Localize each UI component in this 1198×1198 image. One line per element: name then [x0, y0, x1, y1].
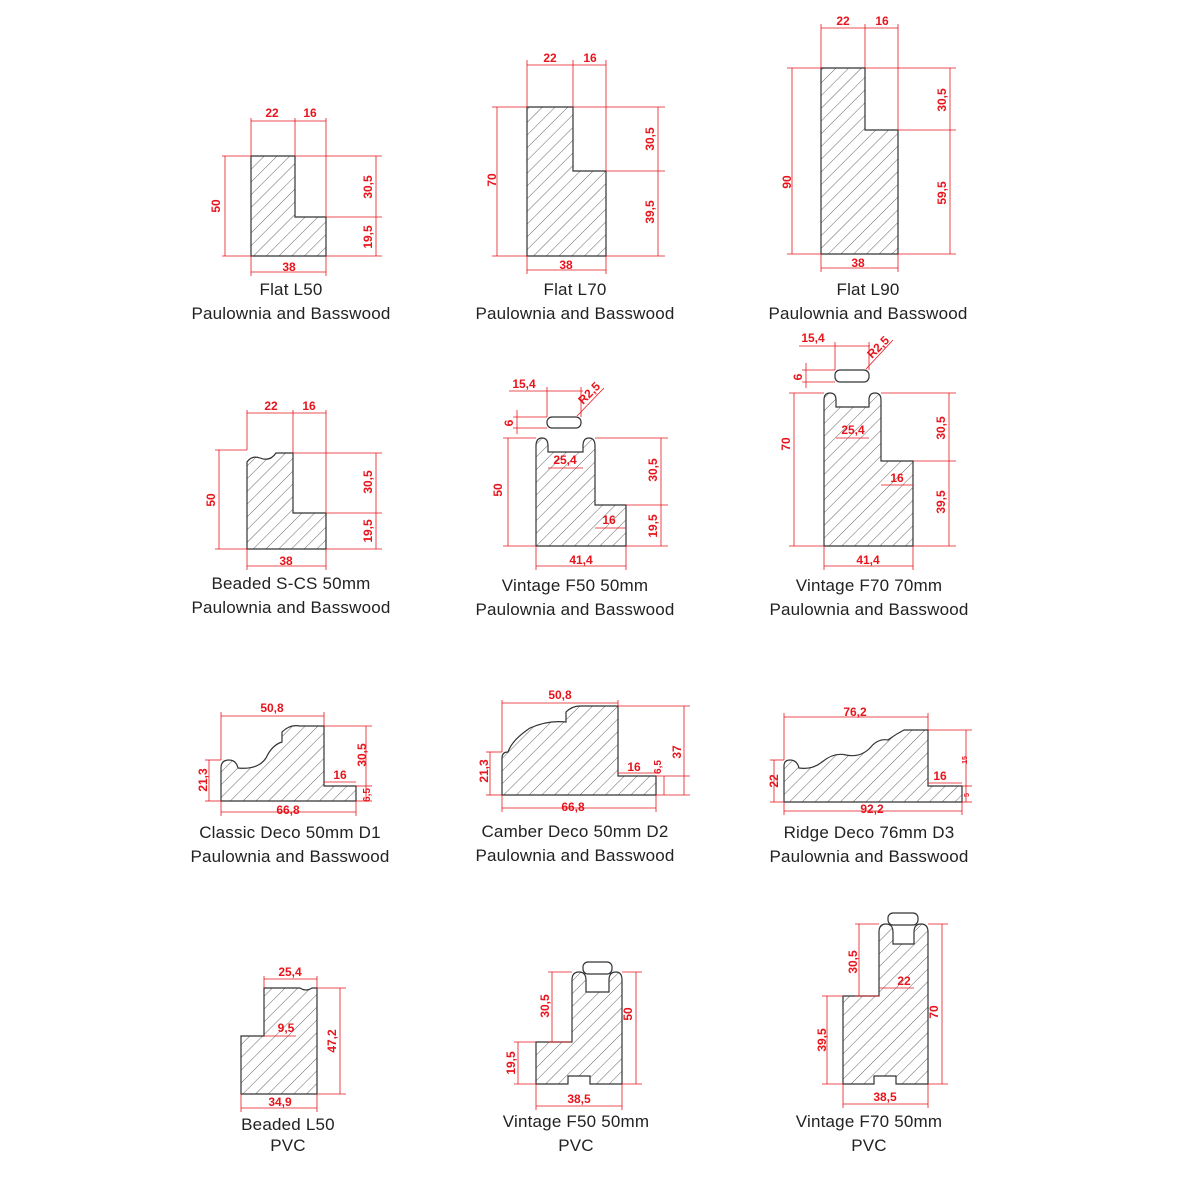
caption-material: Paulownia and Basswood [191, 598, 391, 617]
profile-flat-l70 [485, 51, 665, 274]
caption-ridge-deco-d3 [719, 821, 1019, 869]
profile-flat-l90 [780, 14, 956, 272]
caption-name: Camber Deco 50mm D2 [481, 822, 669, 841]
vintage-f70-wood-dim-bead-h: 6 [791, 373, 805, 381]
vintage-f50-pvc-bead [583, 962, 612, 974]
vintage-f50-wood-dim-inner: 25,4 [553, 453, 577, 467]
caption-beaded-l50-pvc [138, 1114, 438, 1156]
flat-l50-dim-bottom: 38 [282, 260, 296, 274]
vintage-f70-wood-cross-section [824, 393, 913, 546]
caption-name: Vintage F70 70mm [795, 576, 943, 595]
caption-name: Classic Deco 50mm D1 [199, 823, 381, 842]
profile-vintage-f70-wood [779, 331, 956, 570]
ridge-deco-d3-dim-lip: 5 [964, 793, 971, 797]
vintage-f50-wood-dim-bead-w: 15,4 [512, 377, 536, 391]
vintage-f50-pvc-cross-section [536, 972, 622, 1084]
flat-l50-cross-section [251, 156, 326, 256]
caption-material: Paulownia and Basswood [475, 600, 675, 619]
profile-beaded-l50-pvc [241, 965, 346, 1112]
camber-deco-d2-dim-top: 50,8 [548, 688, 572, 702]
caption-name: Flat L50 [259, 280, 323, 299]
caption-name: Flat L90 [836, 280, 900, 299]
classic-deco-d1-dim-lip: 6,5 [362, 788, 373, 802]
flat-l70-dim-top-a: 22 [543, 51, 557, 65]
caption-material: Paulownia and Basswood [769, 847, 969, 866]
flat-l90-dim-top-a: 22 [836, 14, 850, 28]
vintage-f70-wood-dim-radius: R2,5 [864, 333, 893, 362]
vintage-f50-pvc-dim-bottom: 38,5 [567, 1092, 591, 1106]
camber-deco-d2-dim-lip: 6,5 [653, 760, 664, 774]
vintage-f70-pvc-dim-upper: 30,5 [846, 950, 860, 974]
flat-l50-dim-height: 50 [209, 199, 223, 213]
flat-l90-dim-upper: 30,5 [935, 88, 949, 112]
caption-flat-l70 [425, 278, 725, 326]
caption-material: Paulownia and Basswood [768, 304, 968, 323]
profile-beaded-scs-50 [204, 399, 382, 570]
beaded-l50-pvc-dim-height: 47,2 [325, 1029, 339, 1053]
beaded-scs-50-dim-top-b: 16 [302, 399, 316, 413]
beaded-l50-pvc-dim-inner: 9,5 [277, 1021, 295, 1035]
vintage-f50-wood-dim-bead-h: 6 [502, 419, 516, 427]
caption-beaded-scs-50 [141, 572, 441, 620]
camber-deco-d2-cross-section [502, 706, 656, 795]
beaded-scs-50-cross-section [247, 453, 326, 549]
profile-camber-deco-d2 [477, 688, 690, 814]
beaded-l50-pvc-dim-bottom: 34,9 [268, 1095, 292, 1109]
ridge-deco-d3-cross-section [784, 730, 962, 802]
ridge-deco-d3-dim-top: 76,2 [843, 705, 867, 719]
caption-name: Ridge Deco 76mm D3 [783, 823, 955, 842]
caption-vintage-f50-pvc [426, 1110, 726, 1158]
classic-deco-d1-dim-step: 16 [333, 768, 347, 782]
flat-l70-dim-upper: 30,5 [643, 127, 657, 151]
classic-deco-d1-dim-right: 30,5 [355, 743, 369, 767]
flat-l50-dim-lower: 19,5 [361, 225, 375, 249]
caption-flat-l90 [718, 278, 1018, 326]
vintage-f50-pvc-dim-height: 50 [621, 1007, 635, 1021]
vintage-f70-pvc-dim-lower: 39,5 [815, 1028, 829, 1052]
ridge-deco-d3-dim-step: 16 [933, 769, 947, 783]
vintage-f70-pvc-dim-height: 70 [927, 1005, 941, 1019]
vintage-f70-pvc-bead [888, 913, 918, 925]
beaded-l50-pvc-cross-section [241, 988, 317, 1094]
caption-name: Beaded L50 [241, 1115, 335, 1134]
classic-deco-d1-cross-section [221, 726, 356, 801]
flat-l70-dim-lower: 39,5 [643, 200, 657, 224]
vintage-f70-wood-dim-upper: 30,5 [934, 416, 948, 440]
vintage-f70-pvc-dim-bottom: 38,5 [873, 1090, 897, 1104]
flat-l50-dim-upper: 30,5 [361, 175, 375, 199]
flat-l70-dim-height: 70 [485, 173, 499, 187]
beaded-scs-50-dim-upper: 30,5 [361, 470, 375, 494]
ridge-deco-d3-dim-left: 22 [767, 774, 781, 788]
profile-ridge-deco-d3 [767, 705, 972, 816]
vintage-f50-wood-dim-step: 16 [602, 513, 616, 527]
caption-classic-deco-d1 [140, 821, 440, 869]
vintage-f50-wood-dim-radius: R2,5 [575, 379, 604, 408]
flat-l90-dim-top-b: 16 [875, 14, 889, 28]
caption-camber-deco-d2 [425, 820, 725, 868]
caption-name: Beaded S-CS 50mm [211, 574, 371, 593]
flat-l90-dim-height: 90 [780, 175, 794, 189]
vintage-f50-pvc-dim-upper: 30,5 [538, 994, 552, 1018]
caption-vintage-f70-pvc [719, 1110, 1019, 1158]
caption-material: Paulownia and Basswood [475, 846, 675, 865]
vintage-f70-wood-dim-inner: 25,4 [841, 423, 865, 437]
vintage-f70-wood-dim-height: 70 [779, 437, 793, 451]
profile-vintage-f50-wood [491, 377, 668, 570]
ridge-deco-d3-dim-bottom: 92,2 [860, 802, 884, 816]
camber-deco-d2-dim-bottom: 66,8 [561, 800, 585, 814]
caption-material: Paulownia and Basswood [475, 304, 675, 323]
camber-deco-d2-dim-step: 16 [627, 760, 641, 774]
profile-classic-deco-d1 [196, 701, 373, 817]
beaded-l50-pvc-dim-top: 25,4 [278, 965, 302, 979]
caption-material: PVC [270, 1136, 306, 1155]
flat-l90-cross-section [821, 68, 898, 254]
vintage-f70-wood-dim-step: 16 [890, 471, 904, 485]
caption-vintage-f50-wood [425, 574, 725, 622]
caption-name: Vintage F50 50mm [501, 576, 649, 595]
classic-deco-d1-dim-bottom: 66,8 [276, 803, 300, 817]
camber-deco-d2-dim-left: 21,3 [477, 759, 491, 783]
vintage-f70-wood-dim-bead-w: 15,4 [801, 331, 825, 345]
vintage-f70-pvc-dim-inner: 22 [897, 974, 911, 988]
ridge-deco-d3-dim-right: 15 [962, 756, 969, 764]
caption-flat-l50 [141, 278, 441, 326]
camber-deco-d2-dim-right: 37 [670, 745, 684, 759]
beaded-scs-50-dim-height: 50 [204, 493, 218, 507]
profile-vintage-f70-pvc [815, 913, 948, 1108]
classic-deco-d1-dim-left: 21,3 [196, 768, 210, 792]
caption-material: PVC [851, 1136, 887, 1155]
vintage-f50-wood-dim-upper: 30,5 [646, 458, 660, 482]
beaded-scs-50-dim-top-a: 22 [264, 399, 278, 413]
caption-name: Vintage F70 50mm [795, 1112, 943, 1131]
caption-vintage-f70-wood [719, 574, 1019, 622]
vintage-f70-pvc-cross-section [843, 924, 928, 1084]
flat-l90-dim-lower: 59,5 [935, 181, 949, 205]
caption-material: Paulownia and Basswood [769, 600, 969, 619]
flat-l50-dim-top-b: 16 [303, 106, 317, 120]
vintage-f50-wood-dim-height: 50 [491, 483, 505, 497]
profile-vintage-f50-pvc [504, 962, 642, 1110]
caption-name: Vintage F50 50mm [502, 1112, 650, 1131]
caption-material: PVC [558, 1136, 594, 1155]
vintage-f50-wood-dim-lower: 19,5 [646, 514, 660, 538]
vintage-f50-wood-dim-bottom: 41,4 [569, 553, 593, 567]
vintage-f70-wood-dim-lower: 39,5 [934, 490, 948, 514]
caption-material: Paulownia and Basswood [191, 304, 391, 323]
flat-l50-dim-top-a: 22 [265, 106, 279, 120]
flat-l70-dim-bottom: 38 [559, 258, 573, 272]
vintage-f50-wood-cross-section [536, 438, 626, 546]
classic-deco-d1-dim-top: 50,8 [260, 701, 284, 715]
vintage-f70-wood-bead [835, 370, 869, 382]
beaded-scs-50-dim-lower: 19,5 [361, 519, 375, 543]
vintage-f50-wood-bead [547, 417, 581, 428]
vintage-f70-wood-dim-bottom: 41,4 [856, 553, 880, 567]
profile-flat-l50 [209, 106, 382, 276]
flat-l90-dim-bottom: 38 [851, 256, 865, 270]
caption-name: Flat L70 [543, 280, 607, 299]
flat-l70-cross-section [527, 107, 606, 256]
beaded-scs-50-dim-bottom: 38 [279, 554, 293, 568]
caption-material: Paulownia and Basswood [190, 847, 390, 866]
flat-l70-dim-top-b: 16 [583, 51, 597, 65]
vintage-f50-pvc-dim-lower: 19,5 [504, 1051, 518, 1075]
